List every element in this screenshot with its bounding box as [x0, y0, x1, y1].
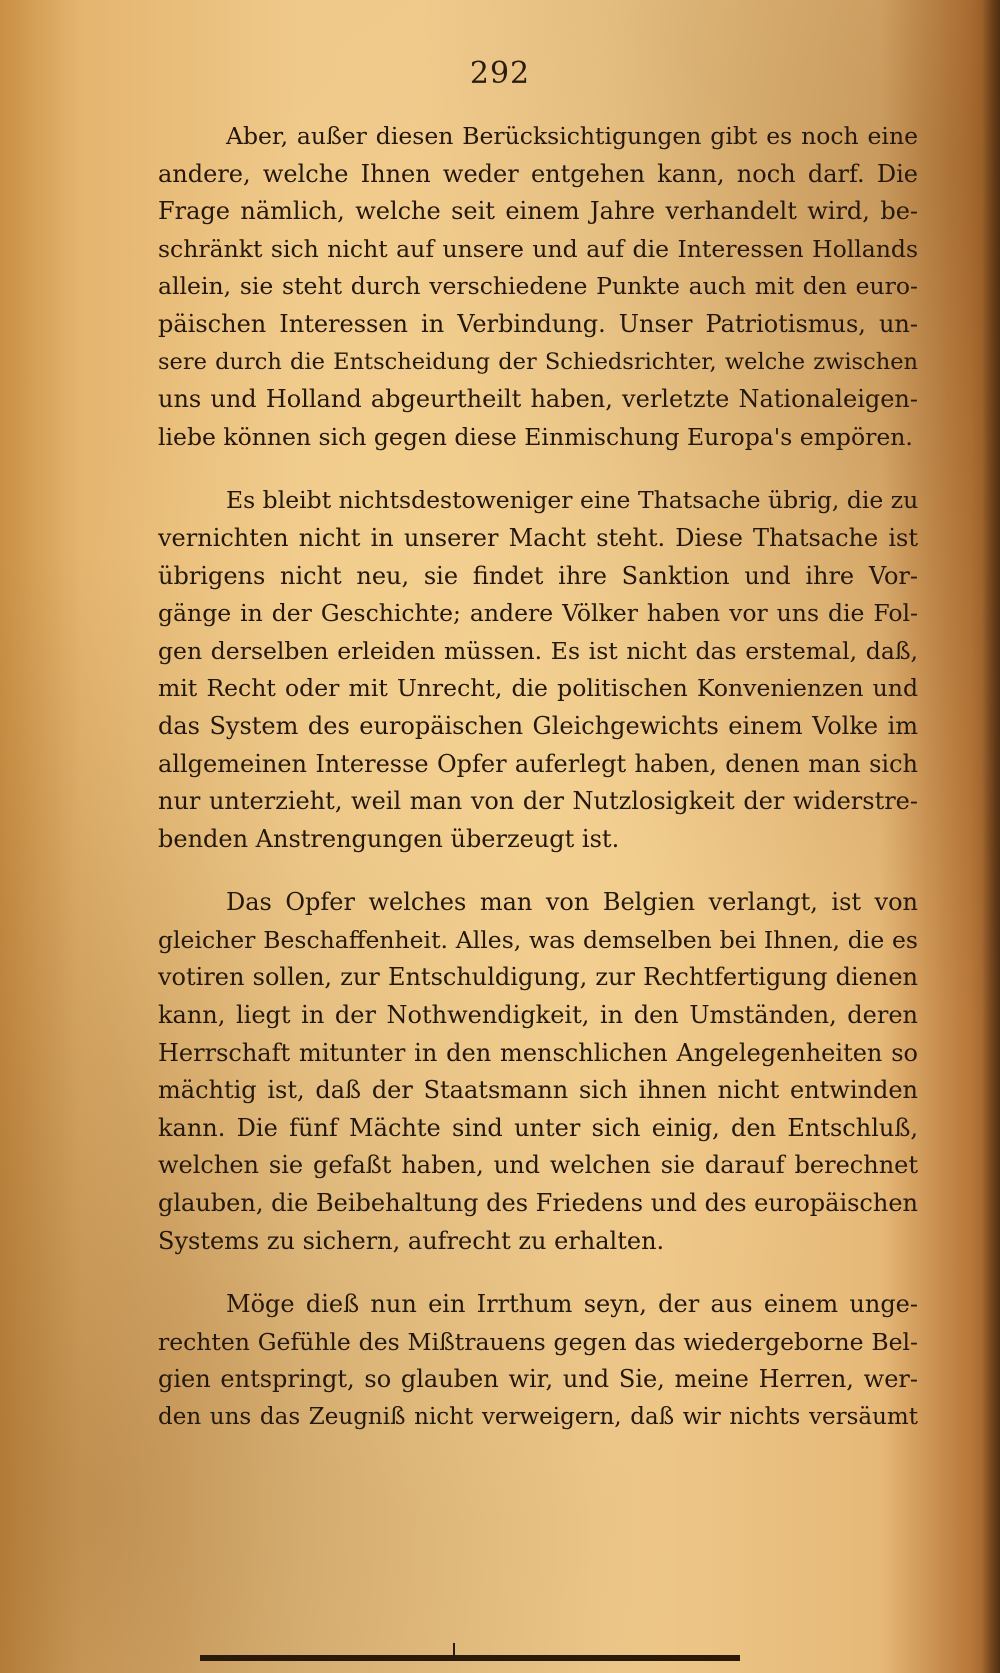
text-line: Es bleibt nichtsdestoweniger eine Thatsache übrig, die zu	[226, 486, 918, 515]
text-line: gleicher Beschaffenheit. Alles, was demselben bei Ihnen, die es	[158, 925, 918, 954]
text-line: glauben, die Beibehaltung des Friedens und des europäischen	[158, 1189, 918, 1218]
text-line: votiren sollen, zur Entschuldigung, zur Rechtfertigung dienen	[158, 963, 918, 992]
body-text	[158, 118, 918, 1463]
text-line: mächtig ist, daß der Staatsmann sich ihnen nicht entwinden	[158, 1076, 918, 1105]
paragraph-1	[158, 118, 918, 456]
text-line: Frage nämlich, welche seit einem Jahre verhandelt wird, be-	[158, 197, 918, 226]
paragraph-2	[158, 482, 918, 858]
page-edge-shadow	[982, 0, 1000, 1673]
paragraph-4	[158, 1286, 918, 1436]
text-line: kann, liegt in der Nothwendigkeit, in den Umständen, deren	[158, 1001, 918, 1030]
text-line: welchen sie gefaßt haben, und welchen sie darauf berechnet	[158, 1151, 918, 1180]
text-line: gien entspringt, so glauben wir, und Sie, meine Herren, wer-	[158, 1365, 918, 1394]
paragraph-3	[158, 884, 918, 1260]
text-line: nur unterzieht, weil man von der Nutzlosigkeit der widerstre-	[158, 787, 918, 816]
text-line: liebe können sich gegen diese Einmischung Europa's empören.	[158, 422, 913, 451]
text-line: rechten Gefühle des Mißtrauens gegen das wiedergeborne Bel-	[158, 1327, 918, 1356]
text-line: sere durch die Entscheidung der Schiedsrichter, welche zwischen	[158, 348, 918, 375]
text-line: Möge dieß nun ein Irrthum seyn, der aus einem unge-	[226, 1290, 918, 1319]
text-line: Das Opfer welches man von Belgien verlangt, ist von	[226, 888, 918, 917]
page-number: 292	[469, 56, 531, 91]
text-line: allein, sie steht durch verschiedene Punkte auch mit den euro-	[158, 272, 918, 301]
text-line: uns und Holland abgeurtheilt haben, verletzte Nationaleigen-	[158, 385, 918, 414]
text-line: vernichten nicht in unserer Macht steht. Diese Thatsache ist	[158, 523, 918, 552]
text-line: Herrschaft mitunter in den menschlichen Angelegenheiten so	[158, 1038, 918, 1067]
text-line: übrigens nicht neu, sie findet ihre Sanktion und ihre Vor-	[158, 561, 918, 590]
text-line: das System des europäischen Gleichgewichts einem Volke im	[158, 711, 918, 740]
text-line: kann. Die fünf Mächte sind unter sich einig, den Entschluß,	[158, 1113, 918, 1142]
text-line: gen derselben erleiden müssen. Es ist nicht das erstemal, daß,	[158, 636, 918, 665]
text-line: Systems zu sichern, aufrecht zu erhalten.	[158, 1226, 665, 1255]
text-line: benden Anstrengungen überzeugt ist.	[158, 824, 620, 853]
text-line: allgemeinen Interesse Opfer auferlegt haben, denen man sich	[158, 749, 918, 778]
text-line: andere, welche Ihnen weder entgehen kann, noch darf. Die	[158, 159, 918, 188]
text-line: mit Recht oder mit Unrecht, die politischen Konvenienzen und	[158, 674, 918, 703]
text-line: päischen Interessen in Verbindung. Unser Patriotismus, un-	[158, 309, 918, 338]
text-line: den uns das Zeugniß nicht verweigern, daß wir nichts versäumt	[158, 1404, 918, 1430]
text-line: Aber, außer diesen Berücksichtigungen gibt es noch eine	[226, 122, 918, 150]
text-line: gänge in der Geschichte; andere Völker haben vor uns die Fol-	[158, 599, 918, 628]
text-line: schränkt sich nicht auf unsere und auf die Interessen Hollands	[158, 234, 918, 263]
bottom-rule	[200, 1655, 740, 1661]
